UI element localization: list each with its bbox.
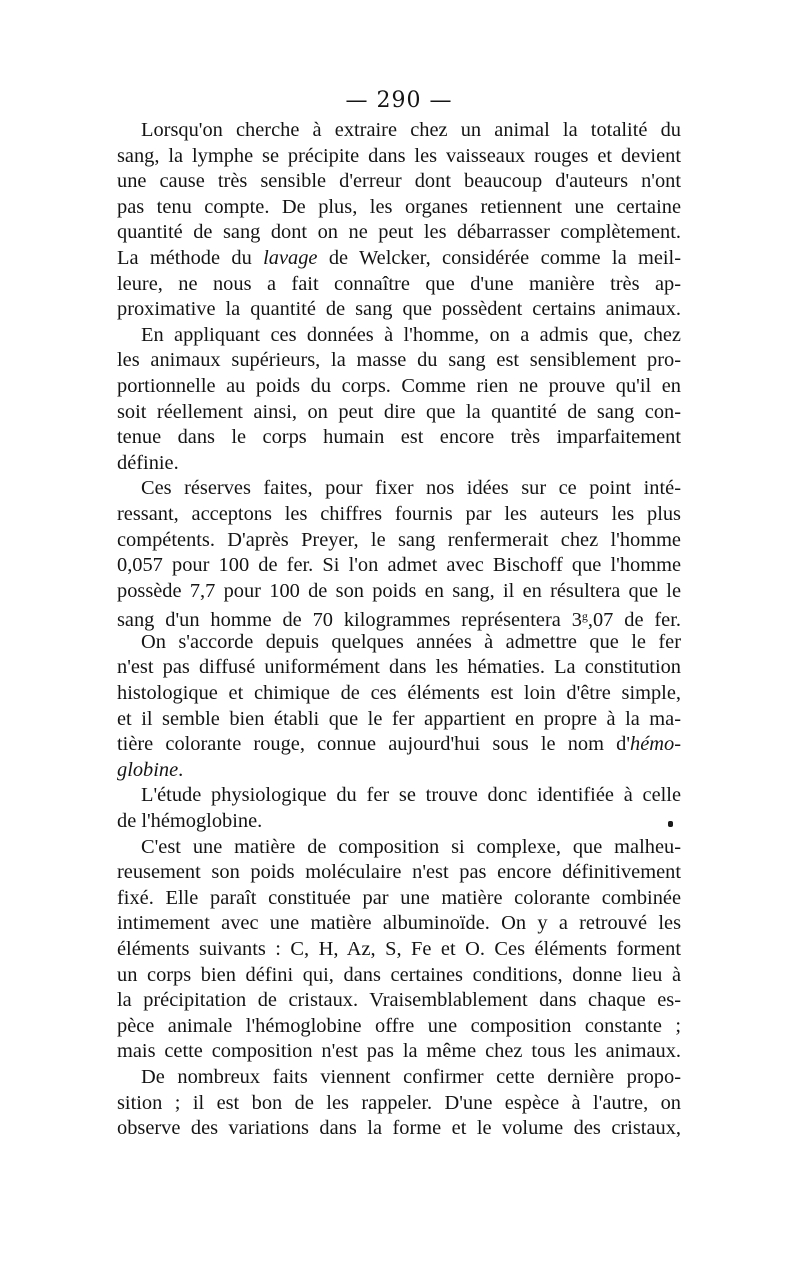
text-line bbox=[117, 425, 681, 451]
text-line bbox=[117, 144, 681, 170]
text-segment: Lorsqu'on cherche à extraire chez un animal la totalité du bbox=[141, 119, 681, 141]
text-segment: et il semble bien établi que le fer appartient en propre à la ma- bbox=[117, 707, 681, 730]
text-segment: fixé. Elle paraît constituée par une matière colorante combinée bbox=[117, 886, 681, 909]
text-segment: sang d'un homme de 70 kilogrammes représentera 3 bbox=[117, 609, 582, 632]
text-line bbox=[117, 246, 681, 272]
text-line bbox=[117, 937, 681, 963]
body-text bbox=[117, 118, 681, 1142]
text-line bbox=[117, 1014, 681, 1040]
text-segment: pèce animale l'hémoglobine offre une composition constante ; bbox=[117, 1014, 681, 1037]
text-line bbox=[117, 272, 681, 298]
text-segment: soit réellement ainsi, on peut dire que la quantité de sang con- bbox=[117, 400, 681, 423]
text-segment: ,07 de fer. bbox=[587, 609, 681, 632]
text-segment: tenue dans le corps humain est encore très imparfaitement bbox=[117, 426, 681, 449]
text-line bbox=[117, 809, 681, 835]
text-line bbox=[117, 374, 681, 400]
text-line bbox=[117, 1116, 681, 1142]
text-segment: Ces réserves faites, pour fixer nos idées sur ce point inté- bbox=[141, 477, 681, 500]
text-segment: la précipitation de cristaux. Vraisemblablement dans chaque es- bbox=[117, 989, 681, 1012]
text-segment: les animaux supérieurs, la masse du sang est sensiblement pro- bbox=[117, 349, 681, 372]
text-line bbox=[117, 860, 681, 886]
italic-text: globine bbox=[117, 758, 179, 781]
text-line bbox=[117, 118, 681, 144]
text-line bbox=[117, 579, 681, 605]
text-segment: de Welcker, considérée comme la meil- bbox=[317, 246, 682, 269]
text-segment: reusement son poids moléculaire n'est pas encore définitivement bbox=[117, 861, 681, 884]
text-segment: quantité de sang dont on ne peut les débarrasser complètement. bbox=[117, 221, 681, 244]
text-segment: mais cette composition n'est pas la même chez tous les animaux. bbox=[117, 1040, 681, 1063]
text-line bbox=[117, 655, 681, 681]
text-segment: n'est pas diffusé uniformément dans les hématies. La constitution bbox=[117, 656, 681, 679]
text-segment: ressant, acceptons les chiffres fournis par les auteurs les plus bbox=[117, 502, 681, 525]
text-line bbox=[117, 169, 681, 195]
text-segment: intimement avec une matière albuminoïde. On y a retrouvé les bbox=[117, 912, 681, 935]
text-line bbox=[117, 783, 681, 809]
text-segment: un corps bien défini qui, dans certaines conditions, donne lieu à bbox=[117, 963, 681, 986]
text-line bbox=[117, 732, 681, 758]
text-line bbox=[117, 604, 681, 630]
text-segment: On s'accorde depuis quelques années à admettre que le fer bbox=[141, 630, 681, 653]
text-line bbox=[117, 400, 681, 426]
italic-text: lavage bbox=[263, 246, 318, 269]
text-line bbox=[117, 911, 681, 937]
text-segment: leure, ne nous a fait connaître que d'une manière très ap- bbox=[117, 272, 681, 295]
page-number: — 290 — bbox=[345, 88, 453, 113]
text-segment: compétents. D'après Preyer, le sang renfermerait chez l'homme bbox=[117, 528, 681, 551]
text-line bbox=[117, 553, 681, 579]
text-line bbox=[117, 476, 681, 502]
text-line bbox=[117, 835, 681, 861]
text-segment: La méthode du bbox=[117, 246, 264, 269]
text-line bbox=[117, 1065, 681, 1091]
text-segment: de l'hémoglobine. bbox=[117, 810, 263, 833]
text-line bbox=[117, 528, 681, 554]
text-segment: En appliquant ces données à l'homme, on a admis que, chez bbox=[141, 323, 681, 346]
text-line bbox=[117, 1039, 681, 1065]
text-line bbox=[117, 681, 681, 707]
text-line bbox=[117, 963, 681, 989]
text-line bbox=[117, 297, 681, 323]
text-segment: 0,057 pour 100 de fer. Si l'on admet avec Bischoff que l'homme bbox=[117, 554, 681, 577]
text-segment: sition ; il est bon de les rappeler. D'une espèce à l'autre, on bbox=[117, 1091, 681, 1114]
ink-mark bbox=[668, 821, 673, 827]
text-segment: L'étude physiologique du fer se trouve donc identifiée à celle bbox=[141, 784, 681, 807]
text-segment: éléments suivants : C, H, Az, S, Fe et O. Ces éléments forment bbox=[117, 938, 681, 960]
text-line bbox=[117, 348, 681, 374]
text-segment: histologique et chimique de ces éléments est loin d'être simple, bbox=[117, 682, 681, 705]
text-line bbox=[117, 988, 681, 1014]
text-line bbox=[117, 195, 681, 221]
text-segment: C'est une matière de composition si complexe, que malheu- bbox=[141, 835, 681, 858]
text-line bbox=[117, 886, 681, 912]
text-segment: observe des variations dans la forme et le volume des cristaux, bbox=[117, 1117, 681, 1140]
text-line bbox=[117, 220, 681, 246]
text-segment: possède 7,7 pour 100 de son poids en sang, il en résultera que le bbox=[117, 579, 681, 602]
text-line bbox=[117, 1091, 681, 1117]
text-segment: une cause très sensible d'erreur dont beaucoup d'auteurs n'ont bbox=[117, 170, 681, 193]
text-segment: . bbox=[178, 758, 184, 781]
text-segment: définie. bbox=[117, 451, 179, 474]
text-segment: portionnelle au poids du corps. Comme rien ne prouve qu'il en bbox=[117, 374, 681, 397]
book-page bbox=[117, 86, 681, 1142]
text-line bbox=[117, 502, 681, 528]
text-segment: tière colorante rouge, connue aujourd'hui sous le nom d' bbox=[117, 733, 631, 756]
italic-text: hémo- bbox=[630, 733, 681, 756]
text-line bbox=[117, 630, 681, 656]
text-line bbox=[117, 323, 681, 349]
text-segment: De nombreux faits viennent confirmer cette dernière propo- bbox=[141, 1065, 681, 1088]
text-line bbox=[117, 451, 681, 477]
text-line bbox=[117, 758, 681, 784]
text-line bbox=[117, 707, 681, 733]
superscript-text: g bbox=[581, 609, 588, 624]
text-segment: pas tenu compte. De plus, les organes retiennent une certaine bbox=[117, 195, 681, 218]
text-segment: proximative la quantité de sang que possèdent certains animaux. bbox=[117, 298, 681, 321]
text-segment: sang, la lymphe se précipite dans les vaisseaux rouges et devient bbox=[117, 144, 681, 167]
